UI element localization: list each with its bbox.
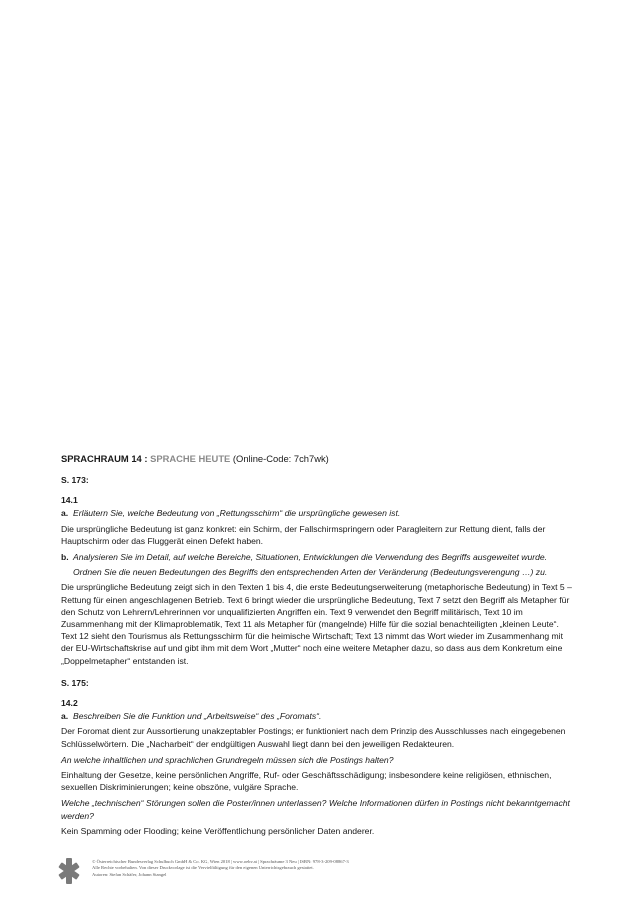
copyright-line: © Österreichischer Bundesverlag Schulbuch GmbH & Co. KG, Wien 2018 | www.oebv.at | Sprachräume 3 Neu | ISBN: 978-3-209-08867-3 [92, 859, 349, 864]
task-letter: b. [61, 552, 69, 563]
online-code: (Online-Code: 7ch7wk) [232, 453, 329, 464]
authors-line: Autoren: Stefan Schäfer, Johann Stangel [92, 871, 167, 877]
exercise-number: 14.2 [61, 698, 78, 709]
task-text: Beschreiben Sie die Funktion und „Arbeitsweise“ des „Foromats“. [73, 711, 322, 722]
task-text: Ordnen Sie die neuen Bedeutungen des Begriffs den entsprechenden Arten der Veränderung (Bedeutungsverengung …) zu. [73, 567, 548, 578]
task-a [61, 710, 573, 722]
task-b-continuation [61, 566, 573, 578]
question [61, 754, 573, 766]
footer-text [92, 859, 349, 878]
answer-text: Kein Spamming oder Flooding; keine Veröffentlichung persönlicher Daten anderer. [61, 825, 375, 836]
footer [58, 858, 588, 888]
task-letter: a. [61, 711, 69, 722]
question [61, 797, 573, 821]
page-content [61, 452, 573, 841]
chapter-title: SPRACHE HEUTE [150, 453, 231, 464]
task-text: Analysieren Sie im Detail, auf welche Bereiche, Situationen, Entwicklungen die Verwendung des Begriffs ausgeweitet wurde. [73, 552, 548, 563]
task-b [61, 551, 573, 563]
page-reference: S. 173: [61, 475, 89, 485]
publisher-logo-icon [58, 858, 80, 884]
question-text: An welche inhaltlichen und sprachlichen Grundregeln müssen sich die Postings halten? [61, 754, 394, 765]
exercise-number: 14.1 [61, 495, 78, 506]
task-letter: a. [61, 508, 69, 519]
question-text: Welche „technischen“ Störungen sollen die Poster/innen unterlassen? Welche Informationen dürfen in Postings nicht bekanntgemacht werden? [61, 798, 570, 821]
answer-text: Der Foromat dient zur Aussortierung unakzeptabler Postings; er funktioniert nach dem Prinzip des Ausschlusses nach eingegebenen Schlüsselwörtern. Die „Nacharbeit“ der endgültigen Auswahl liegt dann bei den jeweiligen Redakteuren. [61, 726, 566, 749]
answer-text: Die ursprüngliche Bedeutung zeigt sich in den Texten 1 bis 4, die erste Bedeutungserweiterung (metaphorische Bedeutung) in Text 5 – Rettung für einen angeschlagenen Betrieb. Text 6 bringt wieder die ursprüngliche Bedeutung, Text 7 setzt den Begriff als Metapher für den Schutz von Lehrern/Lehrerinnen vor unqualifizierten Angriffen ein. Text 9 verwendet den Begriff militärisch, Text 10 im Zusammenhang mit der Klimaproblematik, Text 11 als Metapher für (mangelnde) Hilfe für die sozial benachteiligten „kleinen Leute“. Text 12 sieht den Tourismus als Rettungsschirm für die heimische Wirtschaft; Text 13 nimmt das Wort wieder im Zusammenhang mit der EU-Wirtschaftskrise auf und gibt ihm mit dem Wort „Mutter“ noch eine weitere Metapher dazu, so dass aus dem Konkretum eine „Doppelmetapher“ entstanden ist. [61, 582, 572, 666]
page-reference: S. 175: [61, 677, 89, 688]
rights-line: Alle Rechte vorbehalten. Von dieser Druckvorlage ist die Vervielfältigung für den eigenen Unterrichtsgebrauch gestattet. [92, 865, 314, 871]
task-text: Erläutern Sie, welche Bedeutung von „Rettungsschirm“ die ursprüngliche gewesen ist. [73, 508, 401, 519]
answer-text: Die ursprüngliche Bedeutung ist ganz konkret: ein Schirm, der Fallschirmspringern oder Paragleitern zur Rettung dient, falls der Hauptschirm oder das Fluggerät einen Defekt haben. [61, 523, 546, 546]
chapter-heading [61, 452, 573, 465]
answer-text: Einhaltung der Gesetze, keine persönlichen Angriffe, Ruf- oder Geschäftsschädigung; insbesondere keine religiösen, ethnischen, sexuellen Diskriminierungen; keine obszöne, vulgäre Sprache. [61, 770, 552, 793]
task-a [61, 507, 573, 519]
chapter-prefix: SPRACHRAUM 14 : [61, 453, 148, 464]
